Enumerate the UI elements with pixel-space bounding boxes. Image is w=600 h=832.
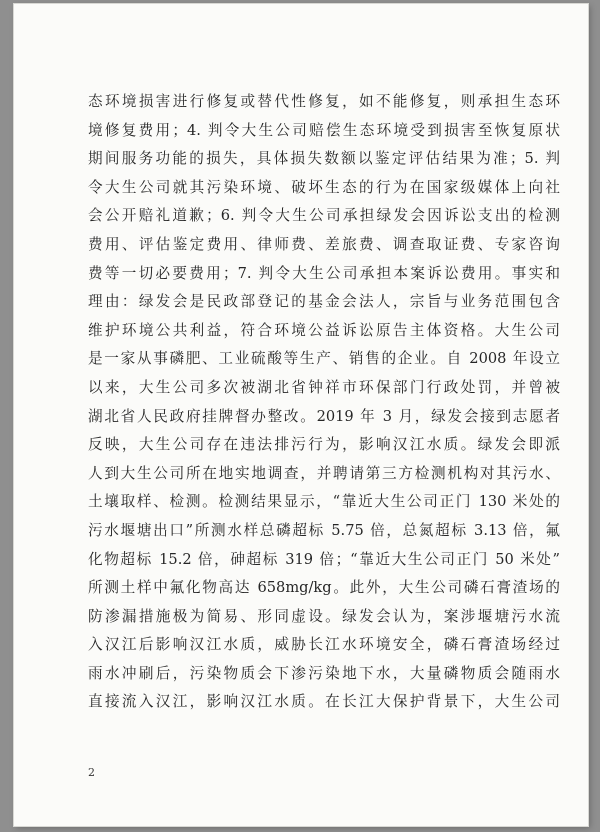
text-line: 人到大生公司所在地实地调查，并聘请第三方检测机构对其污水、 xyxy=(88,464,560,482)
text-line: 维护环境公共利益，符合环境公益诉讼原告主体资格。大生公司 xyxy=(88,321,560,339)
text-line: 所测土样中氟化物高达 658mg/kg。此外，大生公司磷石膏渣场的 xyxy=(88,579,560,597)
text-line: 以来，大生公司多次被湖北省钟祥市环保部门行政处罚，并曾被 xyxy=(88,378,560,396)
text-line: 境修复费用；4. 判令大生公司赔偿生态环境受到损害至恢复原状 xyxy=(88,121,560,139)
text-line: 入汉江后影响汉江水质，威胁长江水环境安全，磷石膏渣场经过 xyxy=(88,636,560,654)
text-line: 费用、评估鉴定费用、律师费、差旅费、调查取证费、专家咨询 xyxy=(88,235,560,253)
text-line: 期间服务功能的损失，具体损失数额以鉴定评估结果为准；5. 判 xyxy=(88,150,560,168)
page-number: 2 xyxy=(88,766,95,779)
text-line: 湖北省人民政府挂牌督办整改。2019 年 3 月，绿发会接到志愿者 xyxy=(88,407,560,425)
text-line: 费等一切必要费用；7. 判令大生公司承担本案诉讼费用。事实和 xyxy=(88,264,560,282)
text-line: 令大生公司就其污染环境、破坏生态的行为在国家级媒体上向社 xyxy=(88,178,560,196)
text-line: 是一家从事磷肥、工业硫酸等生产、销售的企业。自 2008 年设立 xyxy=(88,350,560,368)
text-line: 化物超标 15.2 倍，砷超标 319 倍；“靠近大生公司正门 50 米处” xyxy=(88,550,560,568)
text-line: 态环境损害进行修复或替代性修复，如不能修复，则承担生态环 xyxy=(88,93,560,110)
text-line: 理由：绿发会是民政部登记的基金会法人，宗旨与业务范围包含 xyxy=(88,293,560,311)
text-line: 土壤取样、检测。检测结果显示，“靠近大生公司正门 130 米处的 xyxy=(88,493,560,511)
text-line: 反映，大生公司存在违法排污行为，影响汉江水质。绿发会即派 xyxy=(88,436,560,454)
body-text xyxy=(88,88,560,717)
text-line: 雨水冲刷后，污染物质会下渗污染地下水，大量磷物质会随雨水 xyxy=(88,664,560,682)
text-line: 直接流入汉江，影响汉江水质。在长江大保护背景下，大生公司 xyxy=(88,693,560,711)
text-line: 会公开赔礼道歉；6. 判令大生公司承担绿发会因诉讼支出的检测 xyxy=(88,207,560,225)
text-line: 防渗漏措施极为简易、形同虚设。绿发会认为，案涉堰塘污水流 xyxy=(88,607,560,625)
text-line: 污水堰塘出口”所测水样总磷超标 5.75 倍，总氮超标 3.13 倍，氟 xyxy=(88,521,560,539)
document-page xyxy=(14,4,588,826)
